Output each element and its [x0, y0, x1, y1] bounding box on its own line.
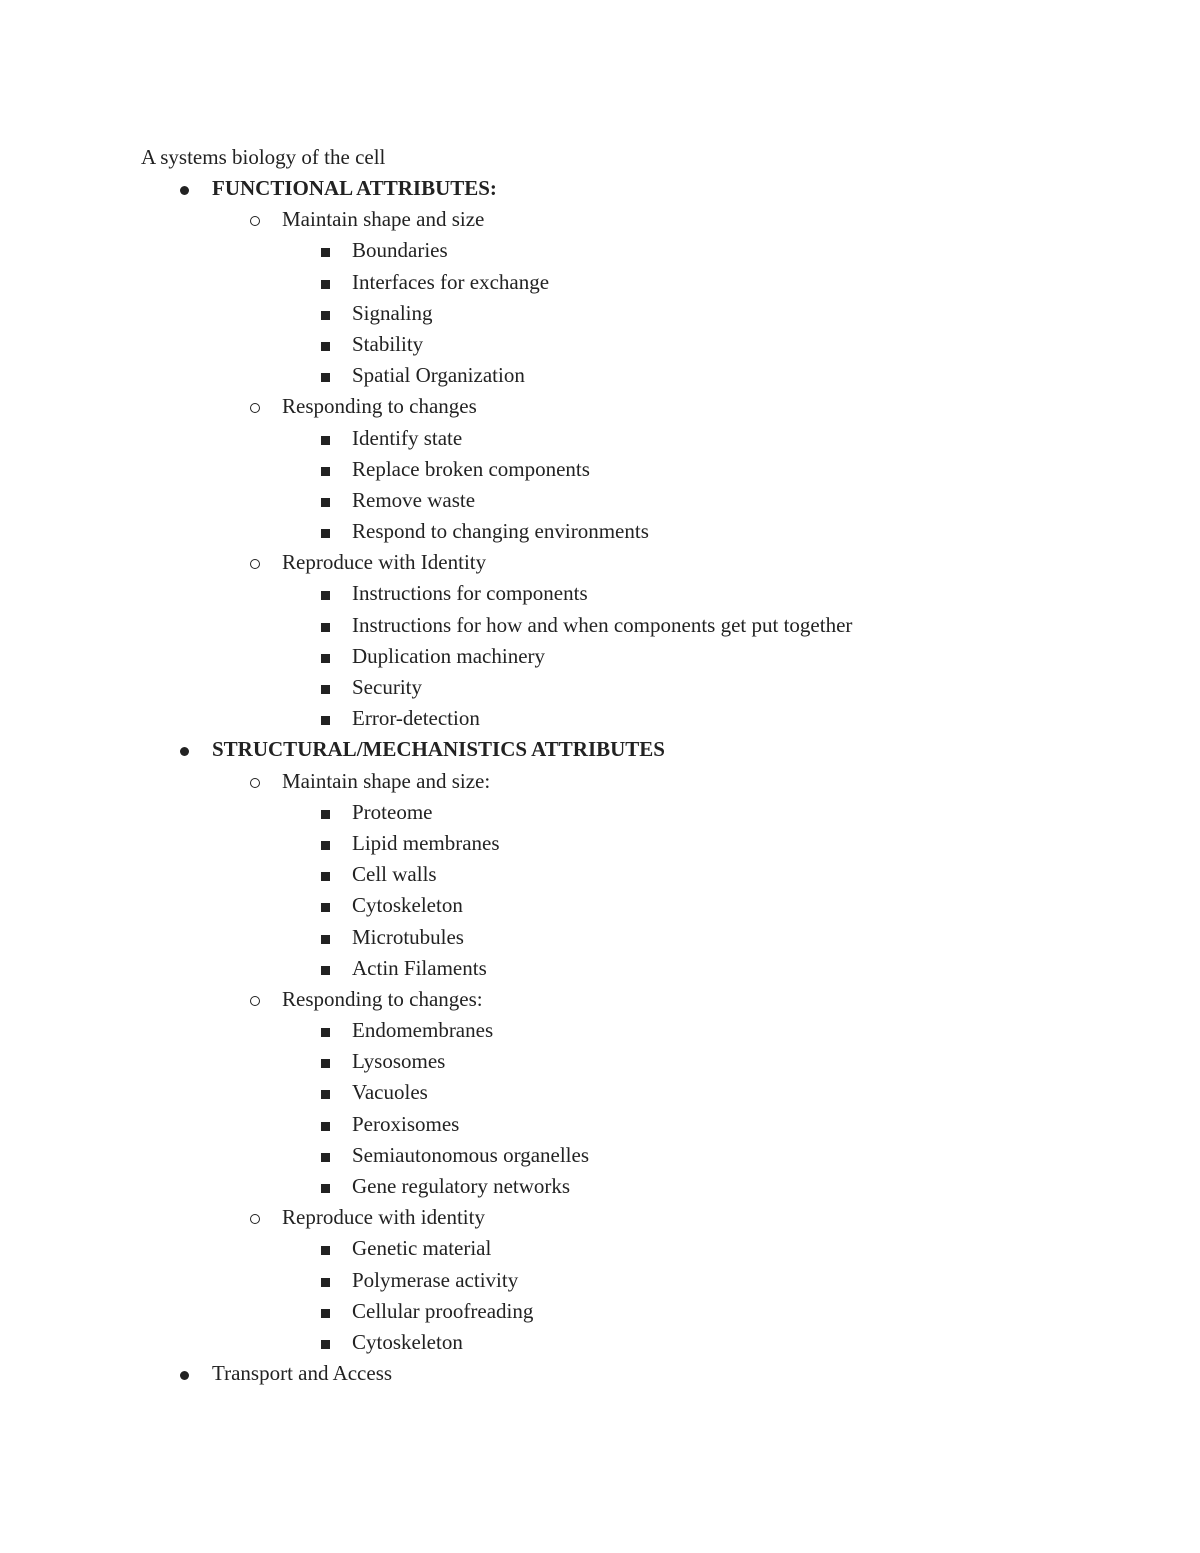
bullet-dot-icon — [176, 174, 192, 202]
bullet-square-icon — [317, 486, 333, 514]
bullet-square-icon — [317, 1266, 333, 1294]
list-item — [0, 1141, 1200, 1172]
list-item — [0, 361, 1200, 392]
section-heading — [0, 735, 1200, 766]
list-item-text: Error-detection — [352, 706, 480, 731]
bullet-circle-icon — [247, 205, 263, 233]
bullet-square-icon — [317, 1047, 333, 1075]
list-item — [0, 860, 1200, 891]
list-item-text: Interfaces for exchange — [352, 269, 550, 294]
subsection-item-text: Reproduce with identity — [282, 1205, 485, 1230]
bullet-square-icon — [317, 1328, 333, 1356]
list-item — [0, 829, 1200, 860]
list-item-text: Spatial Organization — [352, 363, 525, 388]
list-item — [0, 611, 1200, 642]
list-item — [0, 704, 1200, 735]
bullet-circle-icon — [247, 985, 263, 1013]
list-item-text: Duplication machinery — [352, 643, 546, 668]
list-item — [0, 1172, 1200, 1203]
list-item-text: Microtubules — [352, 924, 464, 949]
list-item-text: Gene regulatory networks — [352, 1174, 571, 1198]
list-item-text: Boundaries — [352, 238, 448, 263]
subsection-item-text: Maintain shape and size: — [282, 768, 491, 793]
list-item-text: Identify state — [352, 425, 463, 450]
bullet-square-icon — [317, 923, 333, 951]
bullet-square-icon — [317, 954, 333, 982]
bullet-square-icon — [317, 1234, 333, 1262]
list-item-text: Lipid membranes — [352, 830, 500, 855]
list-item-text: Respond to changing environments — [352, 519, 649, 544]
subsection-item-text: Responding to changes — [282, 394, 477, 419]
list-item — [0, 1078, 1200, 1109]
list-item — [0, 517, 1200, 548]
list-item-text: Cytoskeleton — [352, 893, 463, 918]
list-item — [0, 1234, 1200, 1265]
bullet-square-icon — [317, 455, 333, 483]
bullet-circle-icon — [247, 392, 263, 420]
list-item — [0, 1328, 1200, 1359]
subsection-item-text: Reproduce with Identity — [282, 550, 487, 575]
list-item-text: Proteome — [352, 799, 433, 824]
list-item-text: Stability — [352, 331, 424, 356]
bullet-square-icon — [317, 704, 333, 732]
list-item — [0, 455, 1200, 486]
section-heading-text: FUNCTIONAL ATTRIBUTES: — [212, 176, 497, 200]
list-item-text: Lysosomes — [352, 1049, 446, 1074]
bullet-square-icon — [317, 1172, 333, 1200]
list-item — [0, 1016, 1200, 1047]
bullet-square-icon — [317, 236, 333, 264]
list-item — [0, 330, 1200, 361]
bullet-square-icon — [317, 1297, 333, 1325]
list-item-text: Peroxisomes — [352, 1111, 460, 1136]
list-item-text: Remove waste — [352, 487, 476, 512]
bullet-square-icon — [317, 798, 333, 826]
bullet-dot-icon — [176, 735, 192, 763]
list-item-text: Endomembranes — [352, 1018, 494, 1043]
subsection-item — [0, 548, 1200, 579]
bullet-square-icon — [317, 891, 333, 919]
list-item — [0, 268, 1200, 299]
bullet-square-icon — [317, 1141, 333, 1169]
bullet-square-icon — [317, 579, 333, 607]
list-item — [0, 798, 1200, 829]
bullet-circle-icon — [247, 548, 263, 576]
subsection-item — [0, 1203, 1200, 1234]
list-item-text: Vacuoles — [352, 1080, 428, 1105]
list-item — [0, 891, 1200, 922]
subsection-item-text: Responding to changes: — [282, 986, 483, 1011]
list-item-text: Instructions for how and when components get put together — [352, 612, 853, 637]
list-item — [0, 954, 1200, 985]
list-item — [0, 923, 1200, 954]
list-item-text: Security — [352, 675, 422, 699]
list-item — [0, 236, 1200, 267]
list-item — [0, 673, 1200, 704]
bullet-circle-icon — [247, 1203, 263, 1231]
section-heading-text: STRUCTURAL/MECHANISTICS ATTRIBUTES — [212, 737, 665, 762]
bullet-dot-icon — [176, 1359, 192, 1387]
bullet-square-icon — [317, 611, 333, 639]
list-item — [0, 486, 1200, 517]
bullet-square-icon — [317, 361, 333, 389]
list-item-text: Cytoskeleton — [352, 1329, 463, 1354]
list-item-text: Cellular proofreading — [352, 1298, 534, 1323]
list-item — [0, 299, 1200, 330]
list-item — [0, 579, 1200, 610]
list-item — [0, 424, 1200, 455]
subsection-item-text: Maintain shape and size — [282, 207, 485, 232]
list-item-text: Semiautonomous organelles — [352, 1142, 589, 1167]
bullet-square-icon — [317, 517, 333, 545]
outline-list — [0, 174, 1200, 1390]
subsection-item — [0, 767, 1200, 798]
bullet-square-icon — [317, 1016, 333, 1044]
list-item-text: Polymerase activity — [352, 1267, 519, 1292]
list-item — [0, 642, 1200, 673]
section-heading — [0, 1359, 1200, 1390]
bullet-square-icon — [317, 330, 333, 358]
subsection-item — [0, 985, 1200, 1016]
list-item — [0, 1110, 1200, 1141]
bullet-square-icon — [317, 860, 333, 888]
list-item — [0, 1047, 1200, 1078]
list-item-text: Instructions for components — [352, 581, 588, 606]
document-title: A systems biology of the cell — [141, 145, 386, 169]
bullet-square-icon — [317, 268, 333, 296]
bullet-square-icon — [317, 1078, 333, 1106]
list-item — [0, 1297, 1200, 1328]
list-item-text: Replace broken components — [352, 456, 590, 481]
bullet-circle-icon — [247, 767, 263, 795]
list-item-text: Actin Filaments — [352, 955, 487, 980]
bullet-square-icon — [317, 829, 333, 857]
subsection-item — [0, 392, 1200, 423]
list-item-text: Cell walls — [352, 862, 437, 887]
bullet-square-icon — [317, 424, 333, 452]
bullet-square-icon — [317, 299, 333, 327]
list-item — [0, 1266, 1200, 1297]
bullet-square-icon — [317, 642, 333, 670]
bullet-square-icon — [317, 673, 333, 701]
subsection-item — [0, 205, 1200, 236]
list-item-text: Genetic material — [352, 1236, 492, 1261]
bullet-square-icon — [317, 1110, 333, 1138]
section-heading — [0, 174, 1200, 205]
section-heading-text: Transport and Access — [212, 1361, 393, 1386]
list-item-text: Signaling — [352, 300, 433, 325]
